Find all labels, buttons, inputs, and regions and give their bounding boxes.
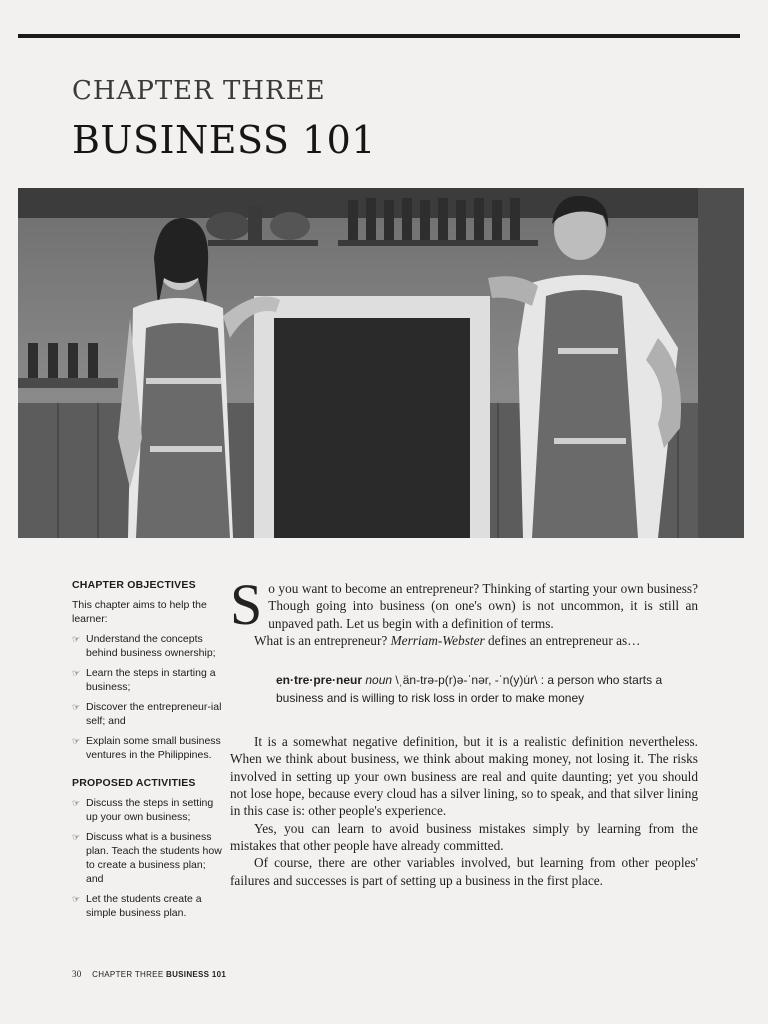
footer-title: BUSINESS 101 [166,970,227,979]
list-item: ☞ Discuss the steps in setting up your own business; [72,797,214,823]
list-item: ☞ Discover the entrepreneur-ial self; and [72,701,222,727]
definition-pronunciation: \ˌän-trə-p(r)ə-ˈnər, -ˈn(y)u̇r\ [392,673,538,688]
body-paragraph: Of course, there are other variables involved, but learning from other peoples' failures and successes is part of setting up a business in the first place. [230,855,698,888]
objectives-intro: This chapter aims to help the learner: [72,599,207,625]
pointing-hand-icon: ☞ [72,832,81,842]
page-number: 30 [72,969,82,979]
chapter-photo [18,188,744,538]
chapter-label: CHAPTER THREE [72,76,326,106]
objectives-heading: CHAPTER OBJECTIVES [72,579,196,591]
main-text [230,572,698,889]
objectives-list [72,632,222,762]
body-paragraph: It is a somewhat negative definition, but it is a realistic definition nevertheless. When we think about business, we think about making money, not losing it. The risks involved in setting up your own business are real and quite daunting; yet you should not lose hope, because every cloud has a silver lining, so to speak, and that silver lining in this case is: other people's experience. [230,734,698,819]
list-item: ☞ Let the students create a simple business plan. [72,893,202,919]
activities-heading: PROPOSED ACTIVITIES [72,777,196,789]
list-item: ☞ Understand the concepts behind business ownership; [72,633,216,659]
pointing-hand-icon: ☞ [72,894,81,904]
sidebar [72,578,222,934]
pointing-hand-icon: ☞ [72,736,81,746]
source-name: Merriam-Webster [390,632,485,648]
body-paragraph: Yes, you can learn to avoid business mistakes simply by learning from the mistakes that other people have already committed. [230,820,698,853]
list-item: ☞ Explain some small business ventures in the Philippines. [72,735,221,761]
pointing-hand-icon: ☞ [72,798,81,808]
list-item: ☞ Learn the steps in starting a business; [72,667,216,693]
photo-two-shopkeepers-in-aprons-icon [18,188,744,538]
top-rule [18,34,740,38]
dictionary-definition [276,671,698,707]
list-item: ☞ Discuss what is a business plan. Teach the students how to create a business plan; and [72,831,222,885]
definition-text: : a person who starts a business and is willing to risk loss in order to make money [276,673,663,706]
definition-word: en·tre·pre·neur [276,673,363,688]
pointing-hand-icon: ☞ [72,668,81,678]
footer-chapter: CHAPTER THREE [92,970,164,979]
drop-cap: S [230,572,263,637]
question-paragraph: What is an entrepreneur? Merriam-Webster defines an entrepreneur as… [254,632,641,648]
pointing-hand-icon: ☞ [72,702,81,712]
chapter-title: BUSINESS 101 [72,118,376,162]
intro-paragraph: So you want to become an entrepreneur? Thinking of starting your own business? Though going into business (on one's own) is not uncommon, it is still an unpaved path. Let us begin with a definition of terms. [230,572,698,637]
pointing-hand-icon: ☞ [72,634,81,644]
definition-pos: noun [365,673,393,688]
page-footer [72,969,226,979]
activities-list [72,796,222,920]
